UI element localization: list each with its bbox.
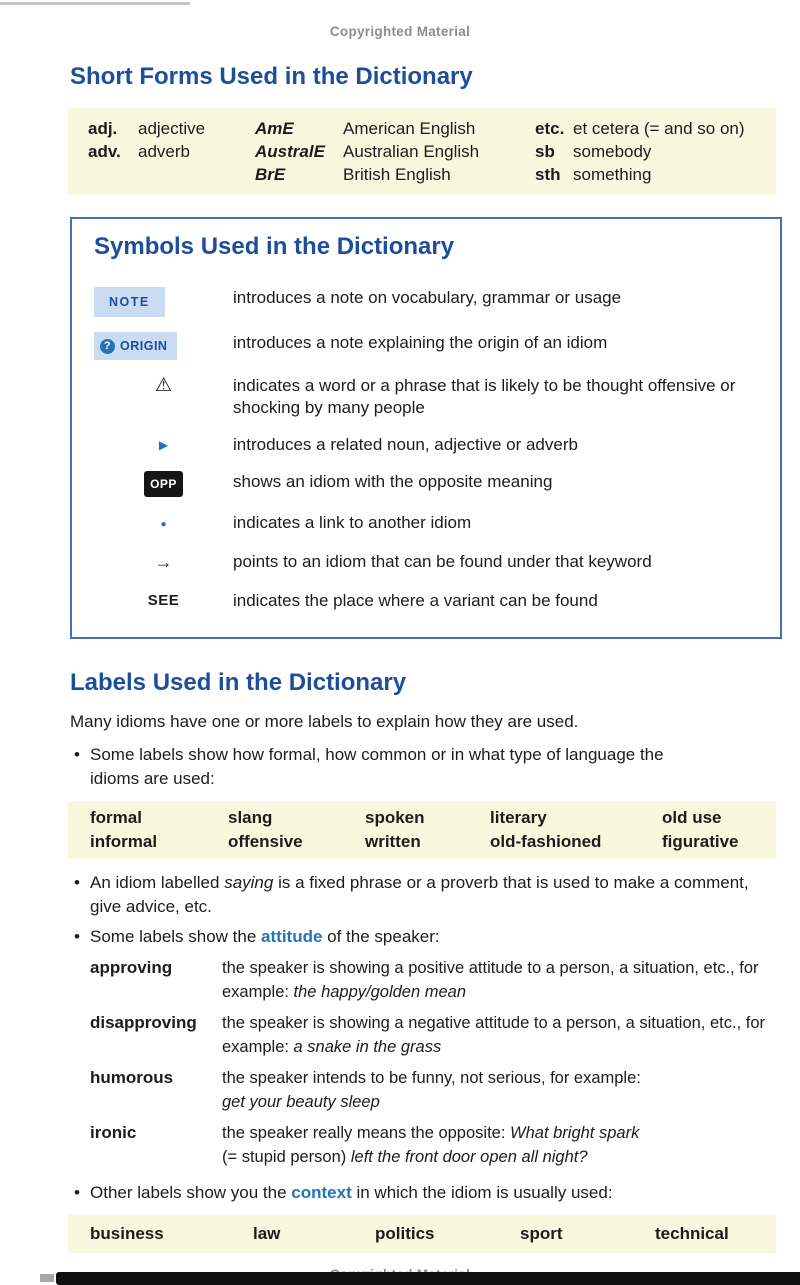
bullet-icon <box>70 1181 90 1205</box>
short-form-entry <box>88 117 255 140</box>
bullet-context-text <box>90 1181 776 1205</box>
short-form-entry <box>535 140 776 163</box>
register-label: spoken <box>365 808 425 827</box>
bullet-icon <box>70 871 90 919</box>
abbreviation: sb <box>535 142 555 161</box>
symbol-cell <box>94 434 233 456</box>
bullet-icon <box>70 925 90 949</box>
attitude-label: disapproving <box>90 1013 197 1032</box>
register-labels-box <box>68 801 776 859</box>
symbol-row-related <box>94 434 758 456</box>
context-labels-box <box>68 1215 776 1253</box>
saying-post: is a fixed phrase or a proverb that is used to make a comment, give advice, etc. <box>90 873 749 916</box>
symbol-description: introduces a note explaining the origin of an idiom <box>233 333 608 352</box>
symbols-box <box>70 217 782 639</box>
saying-term: saying <box>224 873 274 892</box>
symbol-row-link <box>94 512 758 536</box>
scan-edge-artifact <box>0 2 190 5</box>
abbreviation: sth <box>535 165 561 184</box>
symbol-row-opposite <box>94 471 758 497</box>
context-term: context <box>291 1183 352 1202</box>
bullet-saying-text <box>90 871 776 919</box>
symbol-description: shows an idiom with the opposite meaning <box>233 472 553 491</box>
symbol-cell <box>94 590 233 612</box>
attitude-definition <box>222 1066 774 1114</box>
abbreviation: etc. <box>535 119 565 138</box>
symbol-cell <box>94 332 233 360</box>
short-forms-column-1 <box>88 117 255 186</box>
bullet-context <box>70 1181 776 1205</box>
bullet-icon <box>70 743 90 791</box>
register-label: slang <box>228 808 273 827</box>
definition-example: get your beauty sleep <box>222 1093 380 1111</box>
symbol-description: points to an idiom that can be found under that keyword <box>233 552 652 571</box>
see-label: SEE <box>147 592 180 609</box>
definition-text: (= stupid person) <box>222 1148 351 1166</box>
bullet-register <box>70 743 776 791</box>
symbol-row-arrow <box>94 551 758 575</box>
scan-edge-artifact <box>40 1274 54 1282</box>
bullet-attitude-text <box>90 925 776 949</box>
abbreviation-meaning: et cetera (= and so on) <box>573 119 745 138</box>
abbreviation: adv. <box>88 142 121 161</box>
bullet-saying <box>70 871 776 919</box>
symbol-description: indicates a word or a phrase that is likely to be thought offensive or shocking by many people <box>233 376 736 417</box>
abbreviation: BrE <box>255 165 286 184</box>
short-forms-box <box>68 108 776 195</box>
attitude-row-disapproving <box>90 1011 774 1059</box>
abbreviation-meaning: somebody <box>573 142 652 161</box>
symbol-row-note <box>94 287 758 317</box>
abbreviation-meaning: Australian English <box>343 142 480 161</box>
abbreviation: adj. <box>88 119 118 138</box>
short-forms-column-3 <box>535 117 776 186</box>
attitude-row-humorous <box>90 1066 774 1114</box>
register-label: informal <box>90 832 158 851</box>
symbol-cell <box>94 375 233 398</box>
abbreviation-meaning: British English <box>343 165 451 184</box>
origin-badge <box>94 332 177 360</box>
abbreviation: AmE <box>255 119 294 138</box>
abbreviation-meaning: American English <box>343 119 476 138</box>
saying-pre: An idiom labelled <box>90 873 225 892</box>
attitude-term: attitude <box>261 927 323 946</box>
short-form-entry <box>535 117 776 140</box>
short-form-entry <box>88 140 255 163</box>
symbol-row-origin <box>94 332 758 360</box>
register-label: old use <box>662 808 722 827</box>
bullet-attitude <box>70 925 776 949</box>
bullet-register-text: Some labels show how formal, how common or in what type of language the idioms are used: <box>90 745 664 788</box>
abbreviation-meaning: something <box>573 165 652 184</box>
register-label: written <box>365 832 421 851</box>
context-post: in which the idiom is usually used: <box>351 1183 613 1202</box>
symbol-row-see <box>94 590 758 612</box>
register-label: formal <box>90 808 142 827</box>
attitude-definition <box>222 956 774 1004</box>
opposite-badge: OPP <box>144 471 183 497</box>
register-label: literary <box>490 808 547 827</box>
attitude-definition <box>222 1121 774 1169</box>
context-label: business <box>90 1224 164 1243</box>
attitude-row-approving <box>90 956 774 1004</box>
link-dot-icon: ● <box>160 519 167 530</box>
abbreviation: AustralE <box>255 142 325 161</box>
symbol-cell <box>94 287 233 317</box>
context-label: law <box>253 1224 281 1243</box>
definition-text: the speaker is showing a positive attitude to a person, a situation, etc., for example: <box>222 959 759 1001</box>
definition-text: the speaker intends to be funny, not serious, for example: <box>222 1069 641 1087</box>
definition-example: a snake in the grass <box>293 1038 442 1056</box>
attitude-definition <box>222 1011 774 1059</box>
definition-example: What bright spark <box>510 1124 640 1142</box>
origin-badge-label: ORIGIN <box>120 339 168 353</box>
attitude-post: of the speaker: <box>322 927 440 946</box>
labels-intro: Many idioms have one or more labels to explain how they are used. <box>70 712 579 731</box>
definition-text: the speaker is showing a negative attitude to a person, a situation, etc., for example: <box>222 1014 765 1056</box>
attitude-label: ironic <box>90 1123 137 1142</box>
register-labels-grid <box>90 806 776 854</box>
context-label: politics <box>375 1224 435 1243</box>
question-mark-icon: ? <box>100 339 115 354</box>
abbreviation-meaning: adverb <box>138 142 190 161</box>
abbreviation-meaning: adjective <box>138 119 206 138</box>
next-page-edge <box>56 1272 800 1285</box>
short-form-entry <box>535 163 776 186</box>
note-badge: NOTE <box>94 287 165 317</box>
short-form-entry <box>255 117 535 140</box>
definition-example: left the front door open all night? <box>350 1148 588 1166</box>
register-label: offensive <box>228 832 303 851</box>
context-labels-grid <box>90 1222 776 1246</box>
short-form-entry <box>255 163 535 186</box>
related-triangle-icon: ▶ <box>158 438 169 452</box>
right-arrow-icon: → <box>154 552 173 572</box>
symbol-cell <box>94 551 233 575</box>
copyright-notice-top: Copyrighted Material <box>329 24 471 39</box>
short-forms-title: Short Forms Used in the Dictionary <box>70 63 473 90</box>
definition-example: the happy/golden mean <box>293 983 467 1001</box>
context-label: sport <box>520 1224 563 1243</box>
context-pre: Other labels show you the <box>90 1183 292 1202</box>
attitude-label: humorous <box>90 1068 174 1087</box>
register-label: figurative <box>662 832 739 851</box>
context-label: technical <box>655 1224 729 1243</box>
short-form-entry <box>255 140 535 163</box>
symbol-description: introduces a note on vocabulary, grammar or usage <box>233 288 622 307</box>
labels-title: Labels Used in the Dictionary <box>70 669 407 696</box>
symbols-title: Symbols Used in the Dictionary <box>94 233 455 260</box>
symbol-description: introduces a related noun, adjective or adverb <box>233 435 578 454</box>
definition-text: the speaker really means the opposite: <box>222 1124 511 1142</box>
attitude-label: approving <box>90 958 173 977</box>
register-label: old-fashioned <box>490 832 602 851</box>
symbol-cell <box>94 512 233 536</box>
symbol-cell <box>94 471 233 497</box>
symbol-row-warning <box>94 375 758 419</box>
short-forms-column-2 <box>255 117 535 186</box>
symbol-description: indicates a link to another idiom <box>233 513 472 532</box>
attitude-row-ironic <box>90 1121 774 1169</box>
warning-triangle-icon: ⚠ <box>154 375 173 396</box>
symbol-description: indicates the place where a variant can be found <box>233 591 598 610</box>
attitude-pre: Some labels show the <box>90 927 262 946</box>
